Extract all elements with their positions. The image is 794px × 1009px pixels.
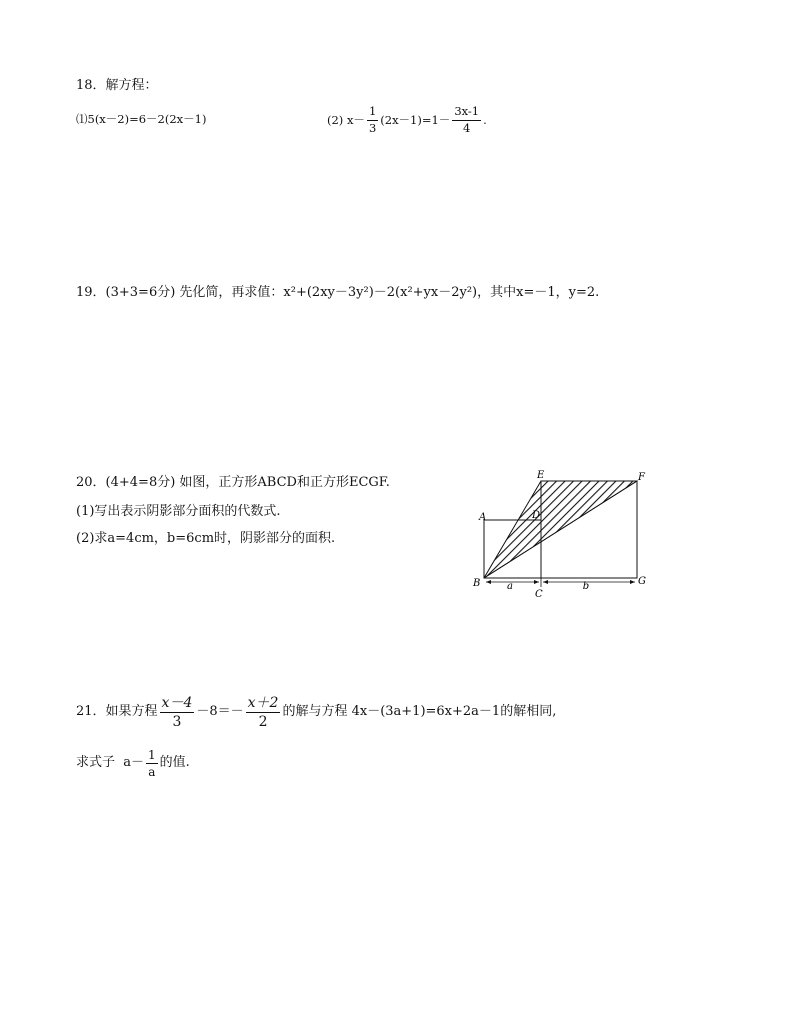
fraction-numerator: 1 <box>367 106 378 121</box>
q21-prefix: 21．如果方程 <box>76 704 158 719</box>
fraction-denominator: a <box>148 764 156 779</box>
fraction-numerator: 3x-1 <box>452 106 481 121</box>
dim-b-label: b <box>582 581 590 592</box>
fraction-numerator: 1 <box>148 747 156 762</box>
label-f: F <box>638 472 645 483</box>
label-a: A <box>479 512 487 523</box>
dim-a-label: a <box>507 581 513 592</box>
fraction-denominator: 3 <box>368 120 377 135</box>
fraction-numerator: x－4 <box>161 694 193 711</box>
fraction-denominator: 2 <box>258 713 268 730</box>
q21-middle: －8＝－ <box>196 704 244 719</box>
q18-part1: ⑴5(x－2)=6－2(2x－1) <box>76 112 207 126</box>
fraction-denominator: 3 <box>172 713 182 730</box>
q21-middle-two: 的解与方程 4x－(3a+1)=6x+2a－1的解相同, <box>282 704 557 719</box>
q21-fraction-one <box>160 696 195 729</box>
fraction-numerator: x＋2 <box>247 694 279 711</box>
label-e: E <box>537 470 545 481</box>
q21-line2-prefix: 求式子 a－ <box>76 755 145 770</box>
q21-line2-suffix: 的值. <box>159 755 190 770</box>
q21-fraction-two <box>246 696 281 729</box>
fraction-denominator: 4 <box>463 120 471 135</box>
q20-line2: (1)写出表示阴影部分面积的代数式. <box>76 504 281 519</box>
dimension-b <box>543 580 635 592</box>
label-c: C <box>535 589 543 600</box>
q18-fraction-second <box>452 106 481 134</box>
q18-title: 18．解方程： <box>76 78 158 93</box>
q18-part2-prefix: (2) x－ <box>327 113 365 127</box>
dimension-a <box>486 578 541 592</box>
q20-line3: (2)求a=4cm，b=6cm时，阴影部分的面积. <box>76 531 336 546</box>
q19-text: 19．(3+3=6分) 先化简，再求值：x²+(2xy－3y²)－2(x²+yx－2y²)，其中x=－1，y=2. <box>76 285 600 300</box>
label-b: B <box>473 578 481 589</box>
squares-figure <box>470 465 660 605</box>
q18-part2 <box>327 100 487 140</box>
q20-line1: 20．(4+4=8分) 如图，正方形ABCD和正方形ECGF. <box>76 475 390 490</box>
q18-part2-middle: (2x－1)=1－ <box>380 113 451 127</box>
q21-line1 <box>76 690 556 734</box>
label-d: D <box>532 510 541 521</box>
q18-fraction-one-third <box>367 106 378 134</box>
q21-fraction-three <box>146 749 158 778</box>
q18-part2-end: . <box>483 113 487 127</box>
label-g: G <box>638 576 646 587</box>
q21-line2 <box>76 743 190 783</box>
